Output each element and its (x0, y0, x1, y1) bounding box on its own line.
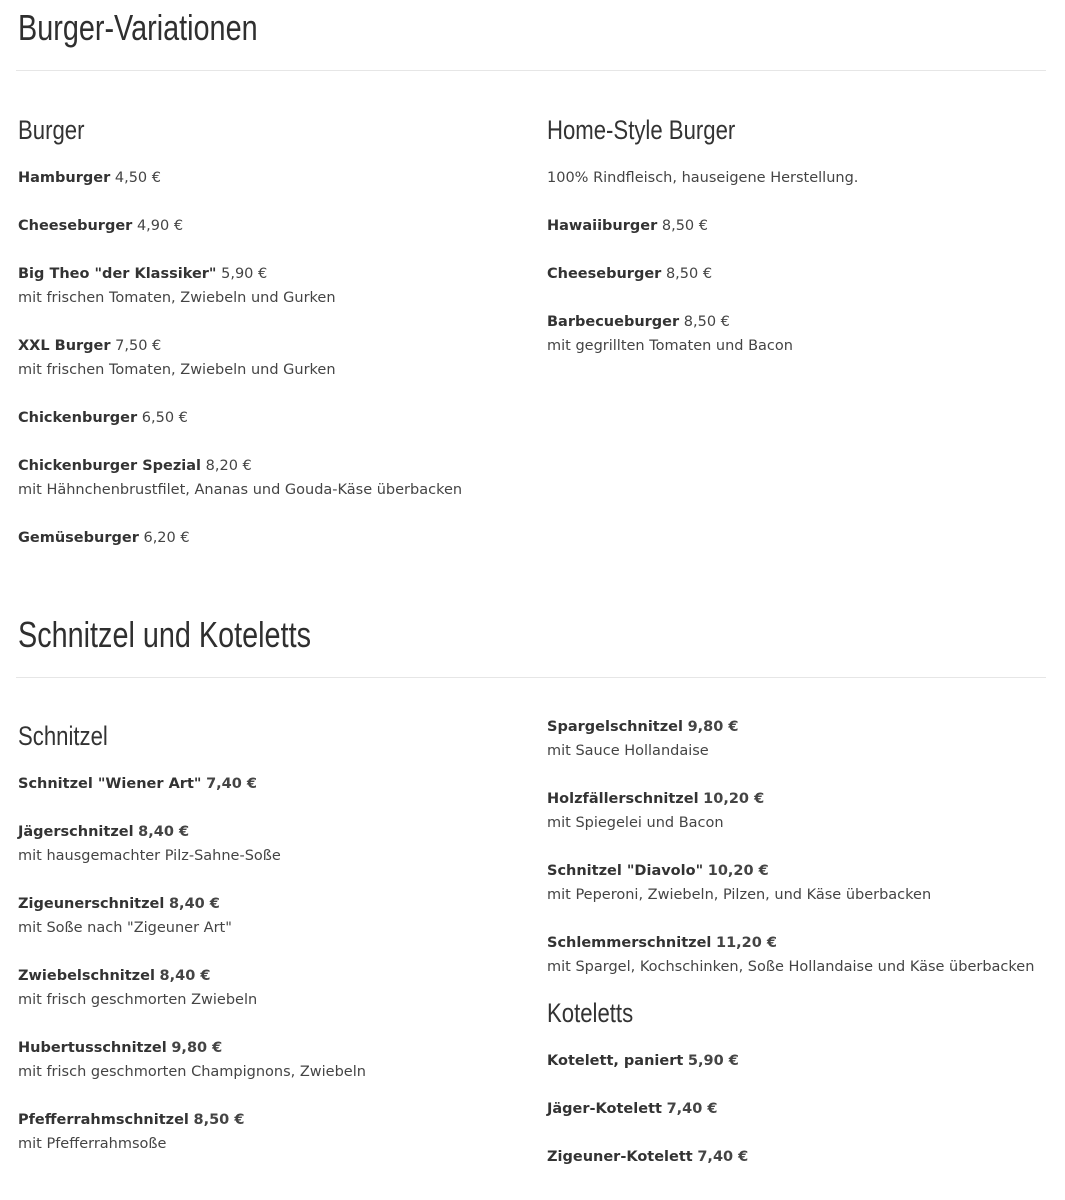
menu-item (18, 892, 523, 940)
menu-item (18, 772, 523, 796)
menu-item-title (18, 772, 523, 796)
menu-item (547, 310, 1052, 358)
menu-item-name: XXL Burger (18, 338, 111, 354)
menu-item-title (547, 1145, 1052, 1169)
menu-item (18, 1036, 523, 1084)
menu-item-name: Jäger-Kotelett (547, 1101, 662, 1117)
menu-item-title (547, 262, 1052, 286)
menu-item (547, 931, 1052, 979)
menu-item-title (547, 1049, 1052, 1073)
menu-item (547, 787, 1052, 835)
menu-item-title (547, 214, 1052, 238)
menu-item-description: mit frisch geschmorten Zwiebeln (18, 992, 258, 1008)
menu-item (18, 454, 523, 502)
menu-item (18, 964, 523, 1012)
menu-item-name: Schnitzel "Wiener Art" (18, 776, 202, 792)
menu-item-price: 6,50 € (141, 410, 188, 426)
menu-item-name: Chickenburger (18, 410, 138, 426)
menu-item-price: 7,40 € (697, 1149, 749, 1165)
menu-item-title (18, 1108, 523, 1132)
menu-item-description: mit Spiegelei und Bacon (547, 815, 724, 831)
menu-item-price: 8,50 € (661, 218, 708, 234)
menu-item-price: 7,40 € (666, 1101, 718, 1117)
section-divider (16, 70, 1046, 71)
menu-item-name: Barbecueburger (547, 314, 680, 330)
menu-item-title (547, 931, 1052, 955)
menu-item-title (18, 1036, 523, 1060)
menu-item-description: mit Peperoni, Zwiebeln, Pilzen, und Käse überbacken (547, 887, 932, 903)
menu-item-name: Jägerschnitzel (18, 824, 134, 840)
menu-item-price: 8,50 € (665, 266, 713, 282)
menu-item-description: mit hausgemachter Pilz-Sahne-Soße (18, 848, 281, 864)
menu-item-title (18, 406, 523, 430)
section-title-burger: Burger-Variationen (18, 7, 258, 48)
menu-item-description: mit frischen Tomaten, Zwiebeln und Gurken (18, 290, 336, 306)
subheading-home-style: Home-Style Burger (547, 115, 736, 145)
menu-item-price: 8,50 € (193, 1112, 245, 1128)
menu-item-description: mit Hähnchenbrustfilet, Ananas und Gouda-Käse überbacken (18, 482, 463, 498)
schnitzel-list (18, 772, 523, 1156)
menu-item-price: 9,80 € (687, 719, 739, 735)
schnitzel-column (18, 720, 523, 1180)
menu-item-name: Hawaiiburger (547, 218, 658, 234)
menu-item-title (18, 262, 523, 286)
menu-item-name: Chickenburger Spezial (18, 458, 202, 474)
menu-item-price: 8,50 € (683, 314, 730, 330)
menu-item (18, 1108, 523, 1156)
menu-item-description: mit Soße nach "Zigeuner Art" (18, 920, 232, 936)
burger-column (18, 114, 523, 574)
subheading-schnitzel: Schnitzel (18, 721, 108, 751)
menu-item (547, 859, 1052, 907)
menu-item (18, 262, 523, 310)
menu-item-title (547, 787, 1052, 811)
menu-item (18, 820, 523, 868)
menu-item-title (18, 334, 523, 358)
menu-item-title (18, 454, 523, 478)
menu-item-title (18, 526, 523, 550)
menu-item-description: mit Pfefferrahmsoße (18, 1136, 167, 1152)
menu-item (18, 526, 523, 550)
menu-item-name: Gemüseburger (18, 530, 139, 546)
home-style-column (547, 114, 1052, 382)
menu-item-name: Cheeseburger (18, 218, 133, 234)
menu-item-price: 7,40 € (206, 776, 257, 792)
menu-item-price: 8,40 € (168, 896, 220, 912)
menu-item-name: Kotelett, paniert (547, 1053, 684, 1069)
menu-item-title (547, 1097, 1052, 1121)
menu-item-name: Zigeunerschnitzel (18, 896, 165, 912)
menu-item-price: 4,90 € (136, 218, 184, 234)
menu-item-name: Pfefferrahmschnitzel (18, 1112, 189, 1128)
menu-item-price: 6,20 € (143, 530, 190, 546)
menu-item (547, 262, 1052, 286)
menu-item-title (18, 166, 523, 190)
menu-item-price: 8,40 € (138, 824, 190, 840)
home-style-list (547, 214, 1052, 358)
menu-item-title (547, 859, 1052, 883)
section-title-schnitzel: Schnitzel und Koteletts (18, 614, 311, 655)
menu-item-description: mit gegrillten Tomaten und Bacon (547, 338, 793, 354)
burger-list (18, 166, 523, 550)
menu-item (547, 214, 1052, 238)
menu-item (547, 1097, 1052, 1121)
menu-item-title (547, 715, 1052, 739)
menu-item (547, 1049, 1052, 1073)
menu-item-name: Zigeuner-Kotelett (547, 1149, 693, 1165)
menu-item-title (18, 964, 523, 988)
menu-item-title (18, 892, 523, 916)
menu-item-price: 4,50 € (114, 170, 161, 186)
schnitzel-more-list (547, 715, 1052, 979)
menu-item-title (547, 310, 1052, 334)
menu-item (547, 1145, 1052, 1169)
menu-item-price: 10,20 € (707, 863, 769, 879)
menu-item-price: 8,20 € (205, 458, 252, 474)
menu-item-name: Cheeseburger (547, 266, 662, 282)
menu-item (18, 166, 523, 190)
menu-item-description: mit frisch geschmorten Champignons, Zwiebeln (18, 1064, 366, 1080)
menu-item-name: Zwiebelschnitzel (18, 968, 155, 984)
subheading-koteletts: Koteletts (547, 998, 634, 1028)
subheading-burger: Burger (18, 115, 85, 145)
menu-item (18, 334, 523, 382)
menu-item (18, 214, 523, 238)
schnitzel-more-column (547, 715, 1052, 1193)
menu-item-name: Schlemmerschnitzel (547, 935, 712, 951)
menu-item-price: 11,20 € (716, 935, 778, 951)
menu-item-name: Hamburger (18, 170, 111, 186)
menu-item-price: 7,50 € (115, 338, 162, 354)
menu-item-description: mit frischen Tomaten, Zwiebeln und Gurken (18, 362, 336, 378)
menu-item-name: Holzfällerschnitzel (547, 791, 699, 807)
section-divider (16, 677, 1046, 678)
home-style-note: 100% Rindfleisch, hauseigene Herstellung. (547, 170, 859, 186)
menu-item-price: 5,90 € (221, 266, 268, 282)
menu-item (18, 406, 523, 430)
menu-item-description: mit Spargel, Kochschinken, Soße Hollandaise und Käse überbacken (547, 959, 1035, 975)
menu-item-price: 10,20 € (703, 791, 765, 807)
menu-item-price: 5,90 € (687, 1053, 739, 1069)
koteletts-list (547, 1049, 1052, 1169)
menu-item-name: Spargelschnitzel (547, 719, 683, 735)
menu-item-price: 8,40 € (159, 968, 211, 984)
menu-item-title (18, 214, 523, 238)
menu-item-description: mit Sauce Hollandaise (547, 743, 709, 759)
menu-item-name: Hubertusschnitzel (18, 1040, 167, 1056)
menu-item-title (18, 820, 523, 844)
menu-item-name: Big Theo "der Klassiker" (18, 266, 217, 282)
menu-item-name: Schnitzel "Diavolo" (547, 863, 704, 879)
menu-item-price: 9,80 € (171, 1040, 223, 1056)
menu-item (547, 715, 1052, 763)
